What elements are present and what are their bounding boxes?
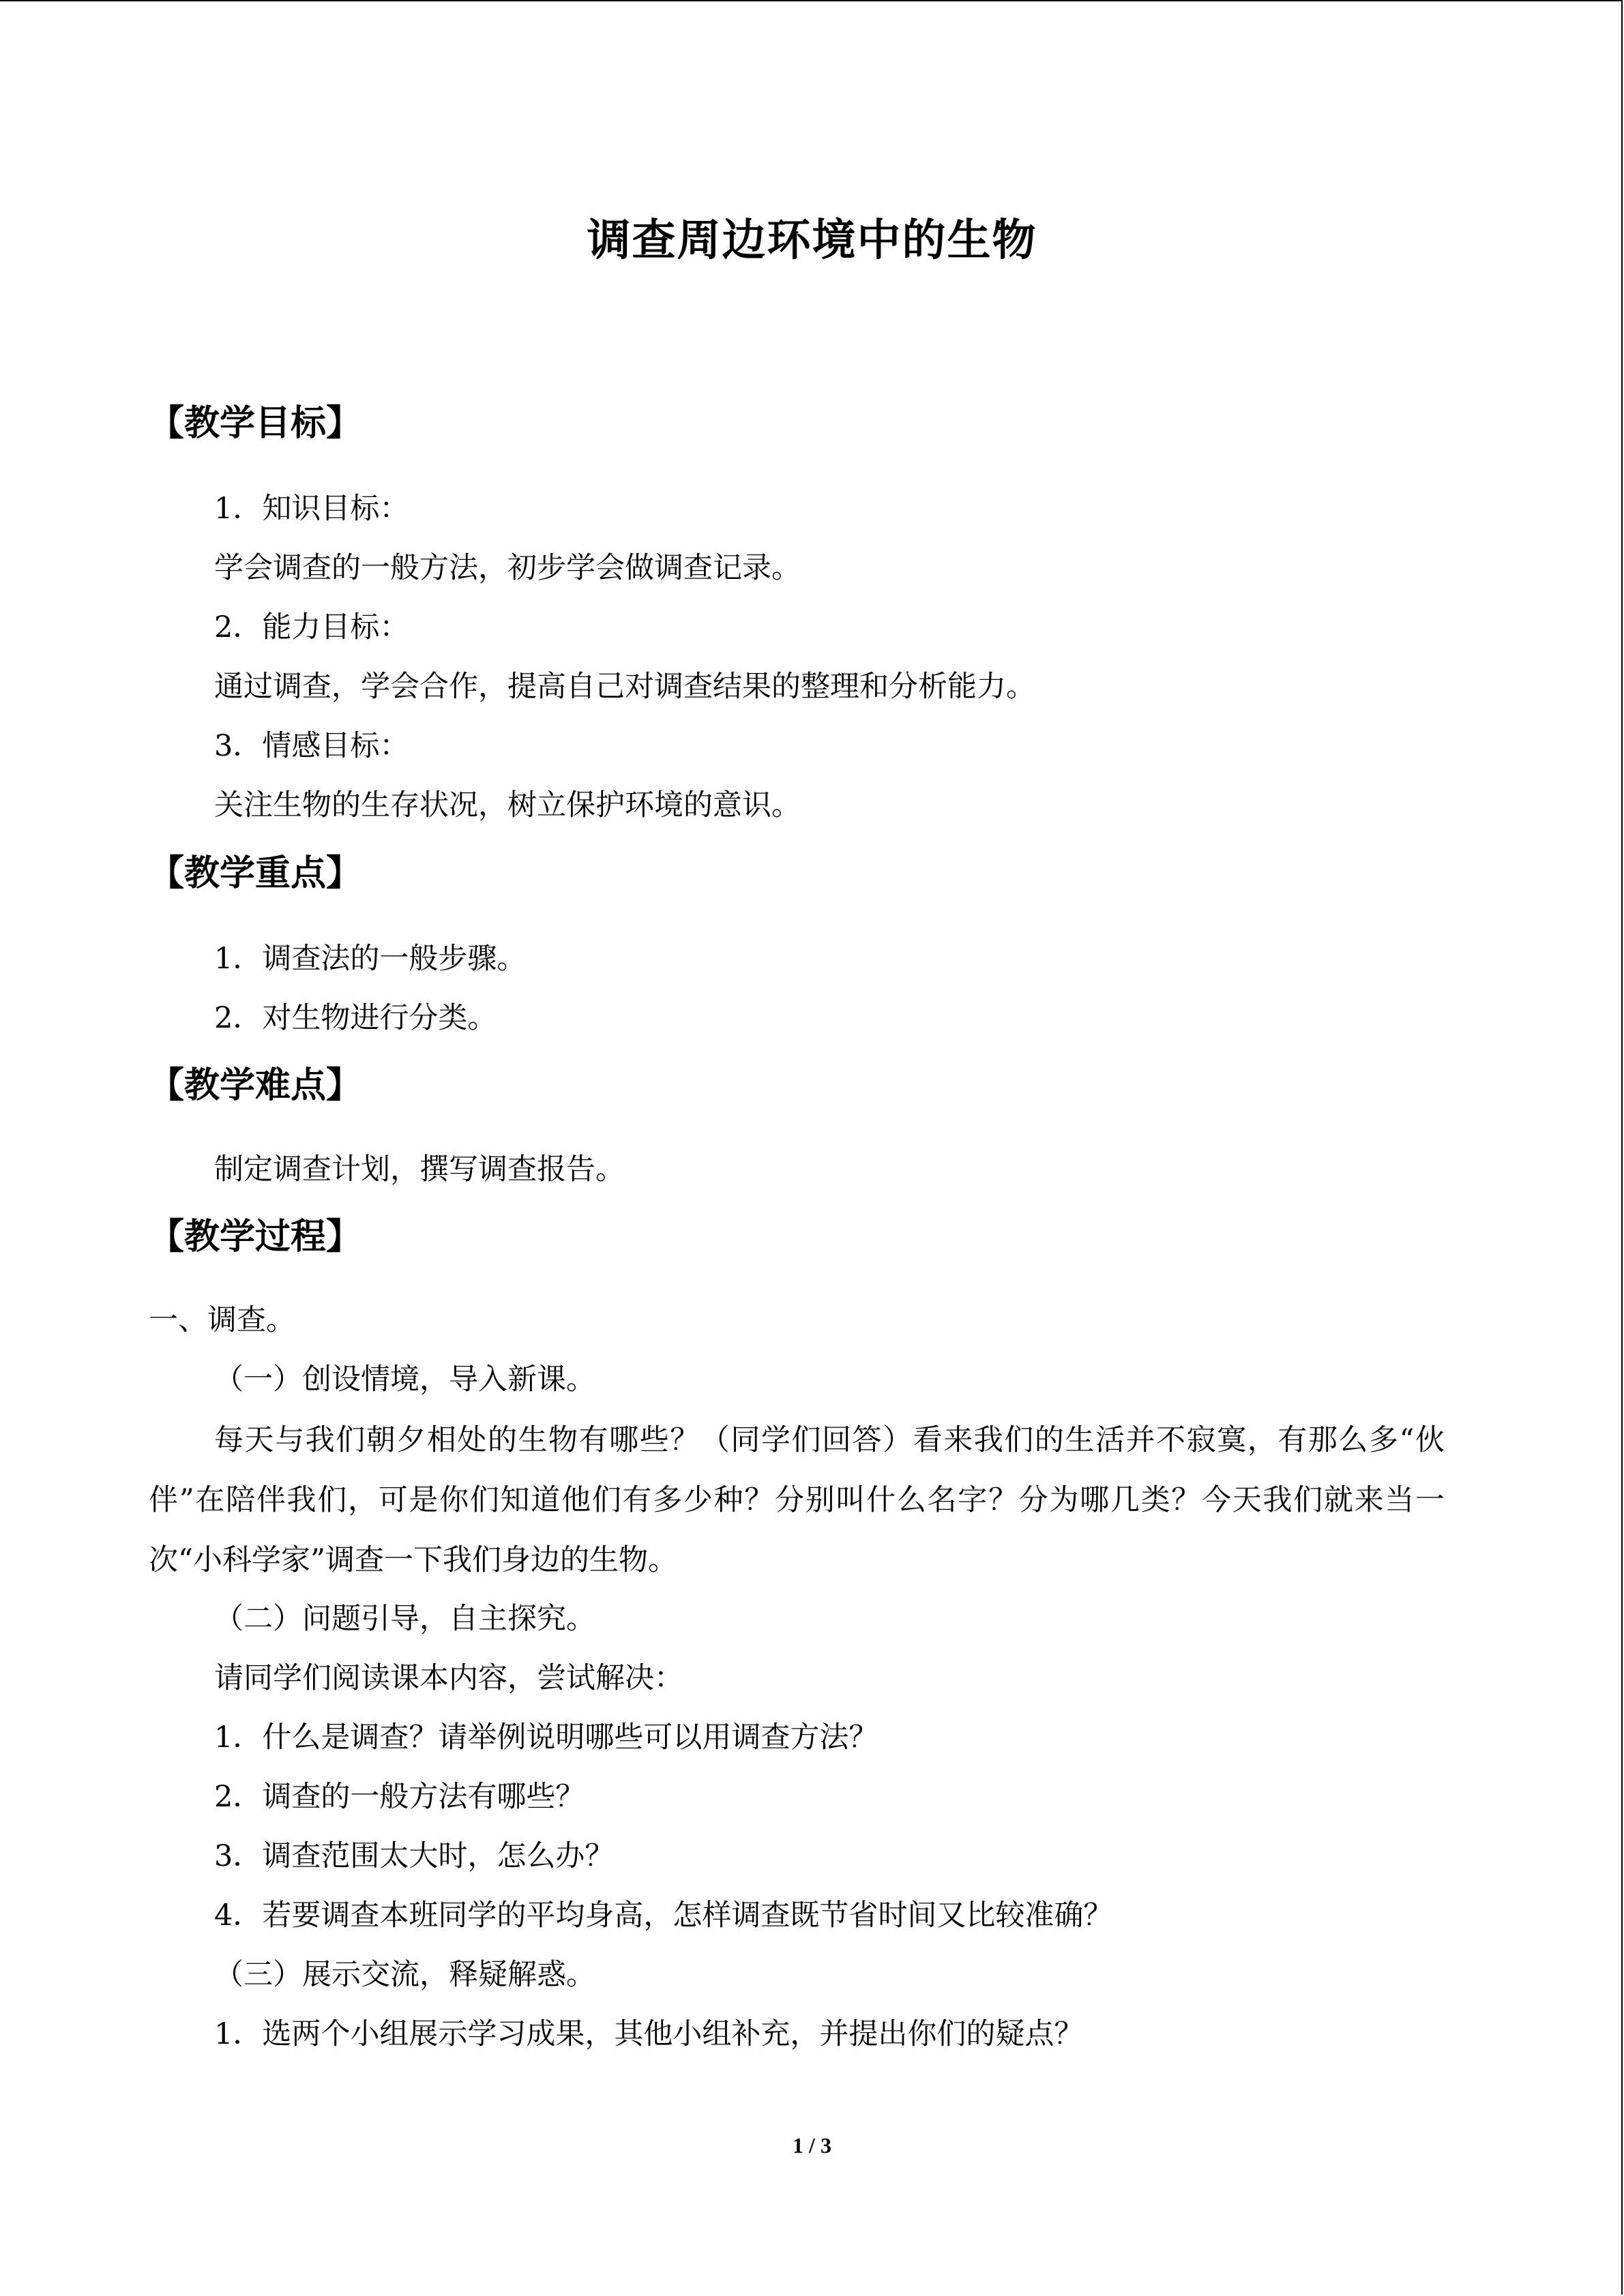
process-step-heading: （三）展示交流，释疑解惑。 (214, 1958, 595, 1992)
instruction-text: 请同学们阅读课本内容，尝试解决： (214, 1661, 683, 1695)
section-heading-difficulties: 【教学难点】 (149, 1065, 362, 1106)
process-step-heading: （二）问题引导，自主探究。 (214, 1602, 595, 1636)
objective-item: 关注生物的生存状况，树立保护环境的意识。 (214, 788, 801, 822)
question-item: 2．调查的一般方法有哪些？ (214, 1780, 585, 1814)
page-number: 1 / 3 (793, 2133, 831, 2158)
objective-item: 2．能力目标： (214, 610, 409, 644)
objective-item: 3．情感目标： (214, 729, 409, 763)
difficulty-item: 制定调查计划，撰写调查报告。 (214, 1152, 625, 1187)
key-point-item: 1．调查法的一般步骤。 (214, 942, 527, 976)
key-point-item: 2．对生物进行分类。 (214, 1001, 497, 1035)
objective-item: 1．知识目标： (214, 492, 409, 526)
question-item: 4．若要调查本班同学的平均身高，怎样调查既节省时间又比较准确？ (214, 1898, 1113, 1933)
section-heading-objectives: 【教学目标】 (149, 403, 362, 444)
section-heading-process: 【教学过程】 (149, 1217, 362, 1257)
objective-item: 通过调查，学会合作，提高自己对调查结果的整理和分析能力。 (214, 670, 1035, 704)
objective-item: 学会调查的一般方法，初步学会做调查记录。 (214, 551, 801, 585)
document-title: 调查周边环境中的生物 (587, 215, 1037, 266)
section-heading-key-points: 【教学重点】 (149, 853, 362, 894)
intro-paragraph: 每天与我们朝夕相处的生物有哪些？（同学们回答）看来我们的生活并不寂寞，有那么多“伙伴”在陪伴我们，可是你们知道他们有多少种？分别叫什么名字？分为哪几类？今天我们就来当一次“小科学家”调查一下我们身边的生物。 (149, 1423, 1445, 1577)
process-step-item: 1．选两个小组展示学习成果，其他小组补充，并提出你们的疑点？ (214, 2017, 1084, 2051)
process-part-heading: 一、调查。 (149, 1303, 295, 1337)
question-item: 3．调查范围太大时，怎么办？ (214, 1839, 615, 1873)
process-step-heading: （一）创设情境，导入新课。 (214, 1362, 595, 1397)
question-item: 1．什么是调查？请举例说明哪些可以用调查方法？ (214, 1720, 879, 1755)
